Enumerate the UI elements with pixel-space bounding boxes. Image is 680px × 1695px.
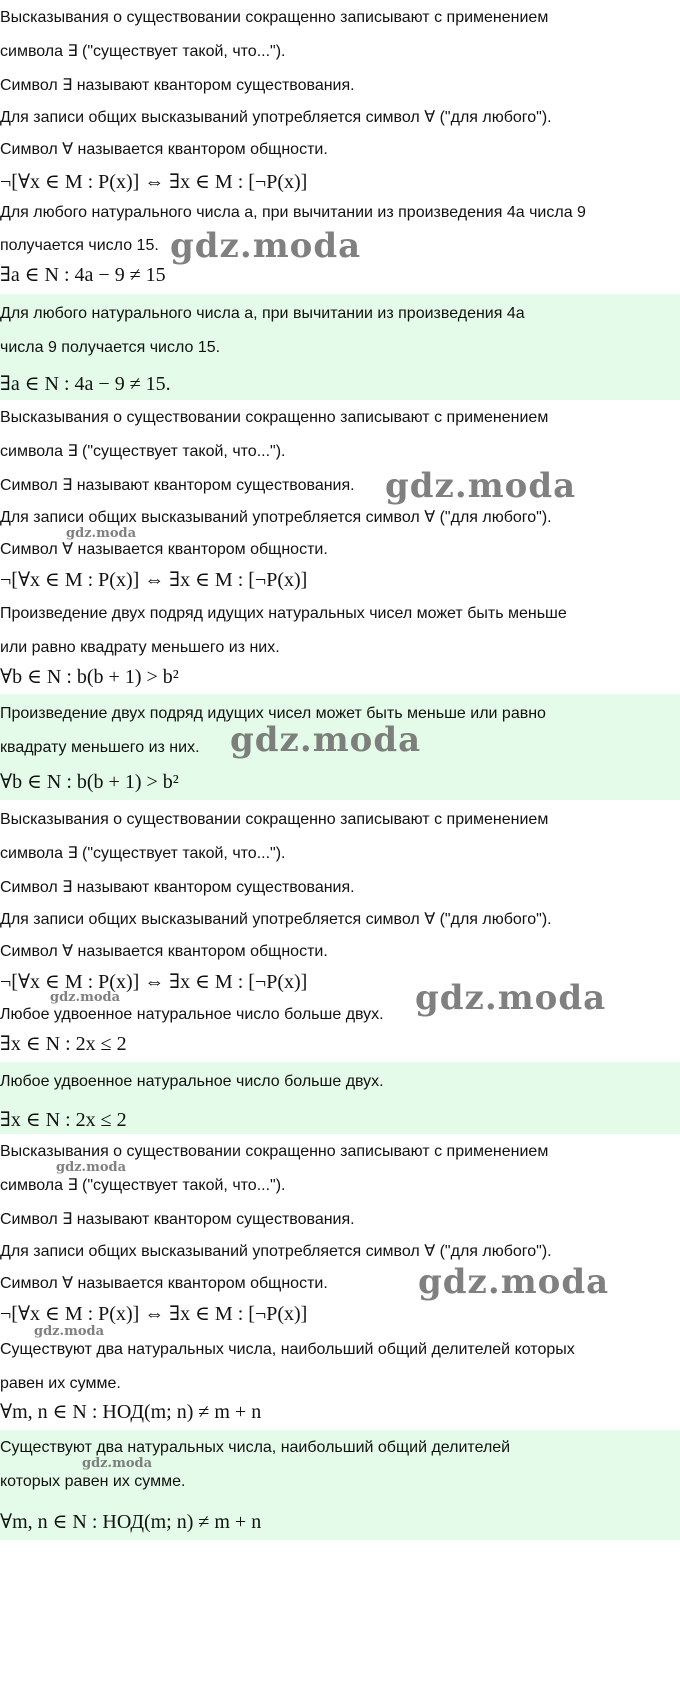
watermark: gdz.moda [418,1262,610,1302]
watermark: gdz.moda [415,978,607,1018]
statement-line: равен их сумме. [0,1375,121,1392]
intro-line: Для записи общих высказываний употребляется символ ∀ ("для любого"). [0,109,552,126]
answer-formula: ∀b ∈ N : b(b + 1) > b² [0,771,179,793]
intro-line: символа ∃ ("существует такой, что..."). [0,43,286,60]
intro-formula: ¬[∀x ∈ M : P(x)] ⇔ ∃x ∈ M : [¬P(x)] [0,1303,308,1325]
answer-formula: ∃a ∈ N : 4a − 9 ≠ 15. [0,373,171,395]
answer-box [0,294,680,400]
answer-box [0,1430,680,1540]
negation-formula: ∃x ∈ N : 2x ≤ 2 [0,1033,127,1055]
negation-formula: ∀m, n ∈ N : НОД(m; n) ≠ m + n [0,1401,262,1423]
intro-line: Символ ∀ называется квантором общности. [0,541,328,558]
watermark: gdz.moda [34,1324,105,1339]
intro-formula: ¬[∀x ∈ M : P(x)] ⇔ ∃x ∈ M : [¬P(x)] [0,171,308,193]
watermark: gdz.moda [385,466,577,506]
watermark: gdz.moda [170,226,362,266]
intro-line: Символ ∃ называют квантором существования. [0,77,355,94]
statement-line: Любое удвоенное натуральное число больше двух. [0,1006,384,1023]
answer-line: которых равен их сумме. [0,1473,186,1490]
answer-box [0,694,680,800]
statement-line: Произведение двух подряд идущих натуральных чисел может быть меньше [0,605,567,622]
watermark: gdz.moda [230,720,422,760]
intro-formula: ¬[∀x ∈ M : P(x)] ⇔ ∃x ∈ M : [¬P(x)] [0,971,308,993]
statement-line: Существуют два натуральных числа, наибольший общий делителей которых [0,1341,575,1358]
intro-formula: ¬[∀x ∈ M : P(x)] ⇔ ∃x ∈ M : [¬P(x)] [0,569,308,591]
watermark: gdz.moda [56,1160,127,1175]
watermark: gdz.moda [50,990,121,1005]
intro-line: Для записи общих высказываний употребляется символ ∀ ("для любого"). [0,509,552,526]
intro-line: символа ∃ ("существует такой, что..."). [0,845,286,862]
answer-line: числа 9 получается число 15. [0,339,221,356]
statement-line: или равно квадрату меньшего из них. [0,639,280,656]
watermark: gdz.moda [82,1456,153,1471]
watermark: gdz.moda [66,526,137,541]
intro-line: Символ ∃ называют квантором существования. [0,879,355,896]
intro-line: Для записи общих высказываний употребляется символ ∀ ("для любого"). [0,911,552,928]
intro-line: Высказывания о существовании сокращенно записывают с применением [0,409,549,426]
intro-line: Символ ∃ называют квантором существования. [0,1211,355,1228]
answer-line: квадрату меньшего из них. [0,739,200,756]
answer-formula: ∀m, n ∈ N : НОД(m; n) ≠ m + n [0,1511,262,1533]
intro-line: Символ ∀ называется квантором общности. [0,943,328,960]
answer-line: Существуют два натуральных числа, наибольший общий делителей [0,1439,511,1456]
answer-line: Для любого натурального числа a, при вычитании из произведения 4a [0,305,525,322]
intro-line: Для записи общих высказываний употребляется символ ∀ ("для любого"). [0,1243,552,1260]
answer-box [0,1062,680,1134]
intro-line: Символ ∀ называется квантором общности. [0,141,328,158]
intro-line: Высказывания о существовании сокращенно записывают с применением [0,811,549,828]
statement-line: Для любого натурального числа a, при вычитании из произведения 4a числа 9 [0,204,586,221]
answer-line: Произведение двух подряд идущих чисел может быть меньше или равно [0,705,546,722]
intro-line: Высказывания о существовании сокращенно записывают с применением [0,1143,549,1160]
answer-formula: ∃x ∈ N : 2x ≤ 2 [0,1109,127,1131]
intro-line: символа ∃ ("существует такой, что..."). [0,1177,286,1194]
intro-line: Символ ∀ называется квантором общности. [0,1275,328,1292]
intro-line: Высказывания о существовании сокращенно записывают с применением [0,9,549,26]
answer-line: Любое удвоенное натуральное число больше двух. [0,1073,384,1090]
negation-formula: ∃a ∈ N : 4a − 9 ≠ 15 [0,264,166,286]
intro-line: символа ∃ ("существует такой, что..."). [0,443,286,460]
statement-line: получается число 15. [0,237,159,254]
negation-formula: ∀b ∈ N : b(b + 1) > b² [0,666,179,688]
intro-line: Символ ∃ называют квантором существования. [0,477,355,494]
